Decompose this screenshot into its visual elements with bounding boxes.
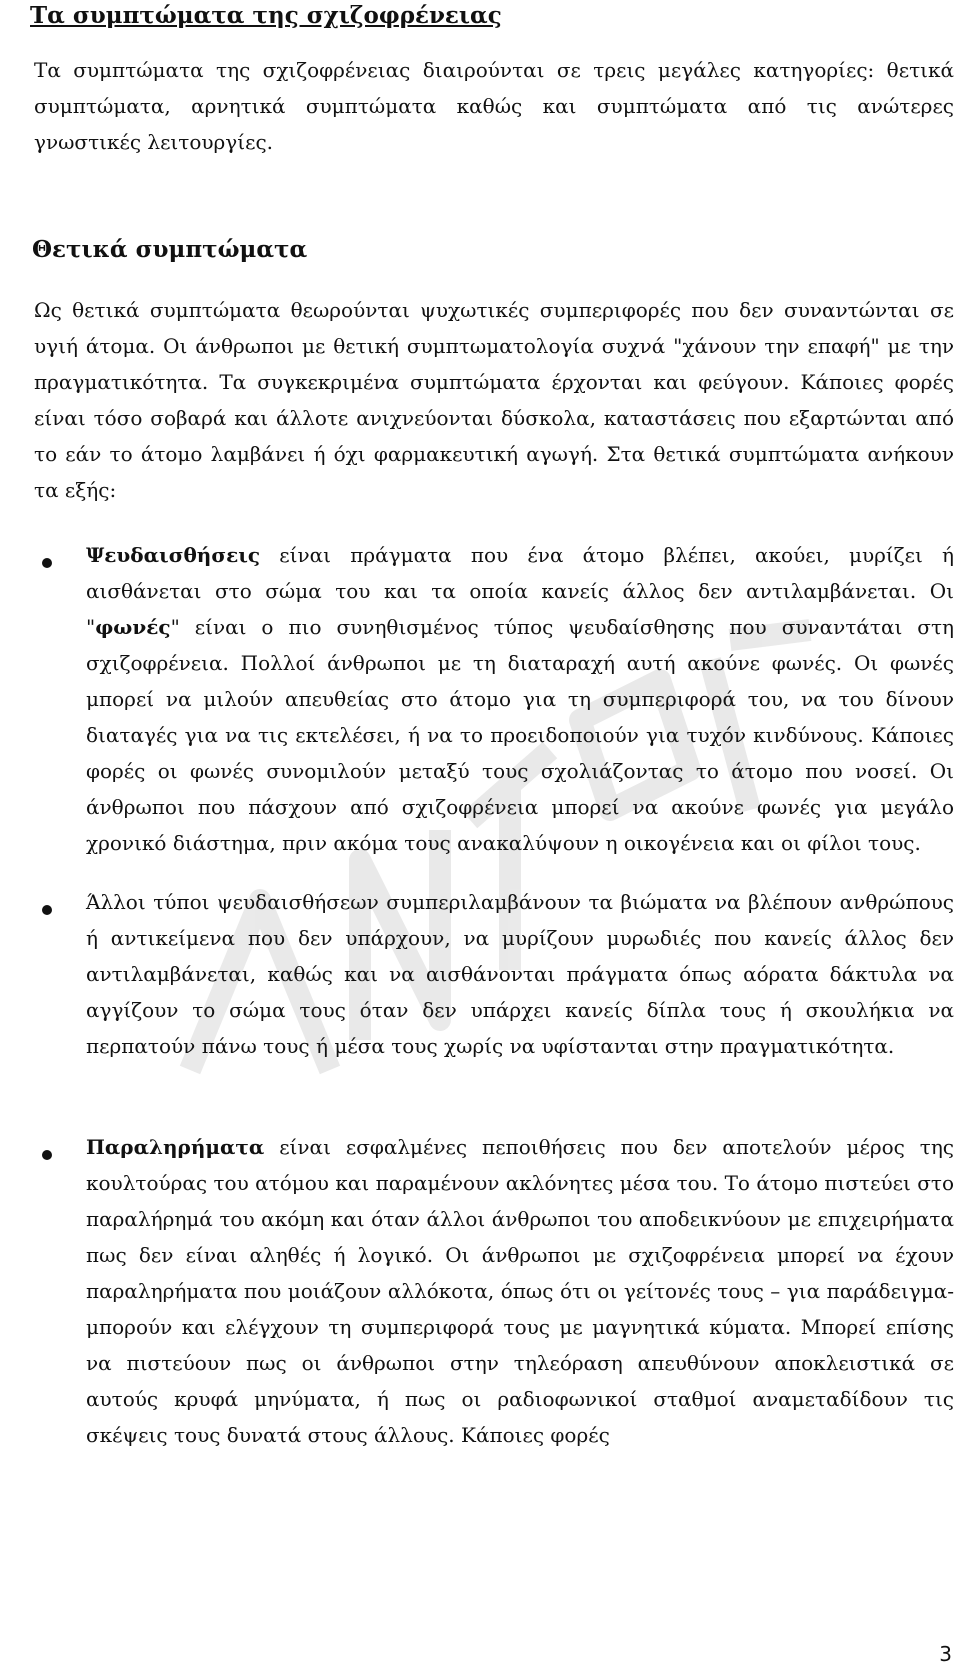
hallucinations-text-b: " είναι ο πιο συνηθισμένος τύπος ψευδαίσθησης που συναντάται στη σχιζοφρένεια. Πολλοί άνθρωποι με τη διαταραχή αυτή ακούνε φωνές. Οι φωνές μπορεί να μιλούν απευθείας στο άτομο για τη συμπεριφορά του, να του δίνουν διαταγές για να τις εκτελέσει, ή να το προειδοποιούν για τυχόν κινδύνους. Κάποιες φορές οι φωνές συνομιλούν μεταξύ τους σχολιάζοντας το άτομο που νοσεί. Οι άνθρωποι που πάσχουν από σχιζοφρένεια μπορεί να ακούνε φωνές για μεγάλο χρονικό διάστημα, πριν ακόμα τους ανακαλύψουν η οικογένεια και οι φίλοι τους. [86,615,954,855]
section-paragraph: Ως θετικά συμπτώματα θεωρούνται ψυχωτικές συμπεριφορές που δεν συναντώνται σε υγιή άτομα. Οι άνθρωποι με θετική συμπτωματολογία συχνά "χάνουν την επαφή" με την πραγματικότητα. Τα συγκεκριμένα συμπτώματα έρχονται και φεύγουν. Κάποιες φορές είναι τόσο σοβαρά και άλλοτε ανιχνεύονται δύσκολα, καταστάσεις που εξαρτώνται από το εάν το άτομο λαμβάνει ή όχι φαρμακευτική αγωγή. Στα θετικά συμπτώματα ανήκουν τα εξής: [34,298,954,502]
intro-paragraph: Τα συμπτώματα της σχιζοφρένειας διαιρούνται σε τρεις μεγάλες κατηγορίες: θετικά συμπτώματα, αρνητικά συμπτώματα καθώς και συμπτώματα από τις ανώτερες γνωστικές λειτουργίες. [34,58,954,154]
hallucinations-text-a: είναι πράγματα που ένα άτομο βλέπει, ακούει, μυρίζει ή αισθάνεται στο σώμα του και τα οποία κανείς άλλος δεν αντιλαμβάνεται. Οι " [86,543,954,639]
bullet-icon [42,1150,52,1160]
list-item-text: Άλλοι τύποι ψευδαισθήσεων συμπεριλαμβάνουν τα βιώματα να βλέπουν ανθρώπους ή αντικείμενα που δεν υπάρχουν, να μυρίζουν μυρωδιές που κανείς άλλος δεν αντιλαμβάνεται, καθώς και να αισθάνονται πράγματα όπως αόρατα δάκτυλα να αγγίζουν το σώμα τους όταν δεν υπάρχει κανείς δίπλα τους ή σκουλήκια να περπατούν πάνω τους ή μέσα τους χωρίς να υφίστανται στην πραγματικότητα. [86,890,954,1058]
emphasis-voices: φωνές [95,615,171,639]
page-number: 3 [939,1642,952,1666]
bullet-icon [42,905,52,915]
term-hallucinations: Ψευδαισθήσεις [86,543,261,567]
delusions-text: είναι εσφαλμένες πεποιθήσεις που δεν αποτελούν μέρος της κουλτούρας του ατόμου και παραμένουν ακλόνητες μέσα του. Το άτομο πιστεύει στο παραλήρημά του ακόμη και όταν άλλοι άνθρωποι του αποδεικνύουν με επιχειρήματα πως δεν είναι αληθές ή λογικό. Οι άνθρωποι με σχιζοφρένεια μπορεί να έχουν παραληρήματα που μοιάζουν αλλόκοτα, όπως ότι οι γείτονές τους – για παράδειγμα- μπορούν και ελέγχουν τη συμπεριφορά τους με μαγνητικά κύματα. Μπορεί επίσης να πιστεύουν πως οι άνθρωποι στην τηλεόραση απευθύνουν αποκλειστικά σε αυτούς κρυφά μηνύματα, ή πως οι ραδιοφωνικοί σταθμοί αναμεταδίδουν τις σκέψεις τους δυνατά στους άλλους. Κάποιες φορές [86,1135,954,1447]
list-item-text [86,1129,954,1453]
bullet-icon [42,558,52,568]
term-delusions: Παραληρήματα [86,1135,265,1159]
list-item-text [86,537,954,861]
section-title: Θετικά συμπτώματα [32,236,308,263]
document-title: Τα συμπτώματα της σχιζοφρένειας [30,2,502,29]
